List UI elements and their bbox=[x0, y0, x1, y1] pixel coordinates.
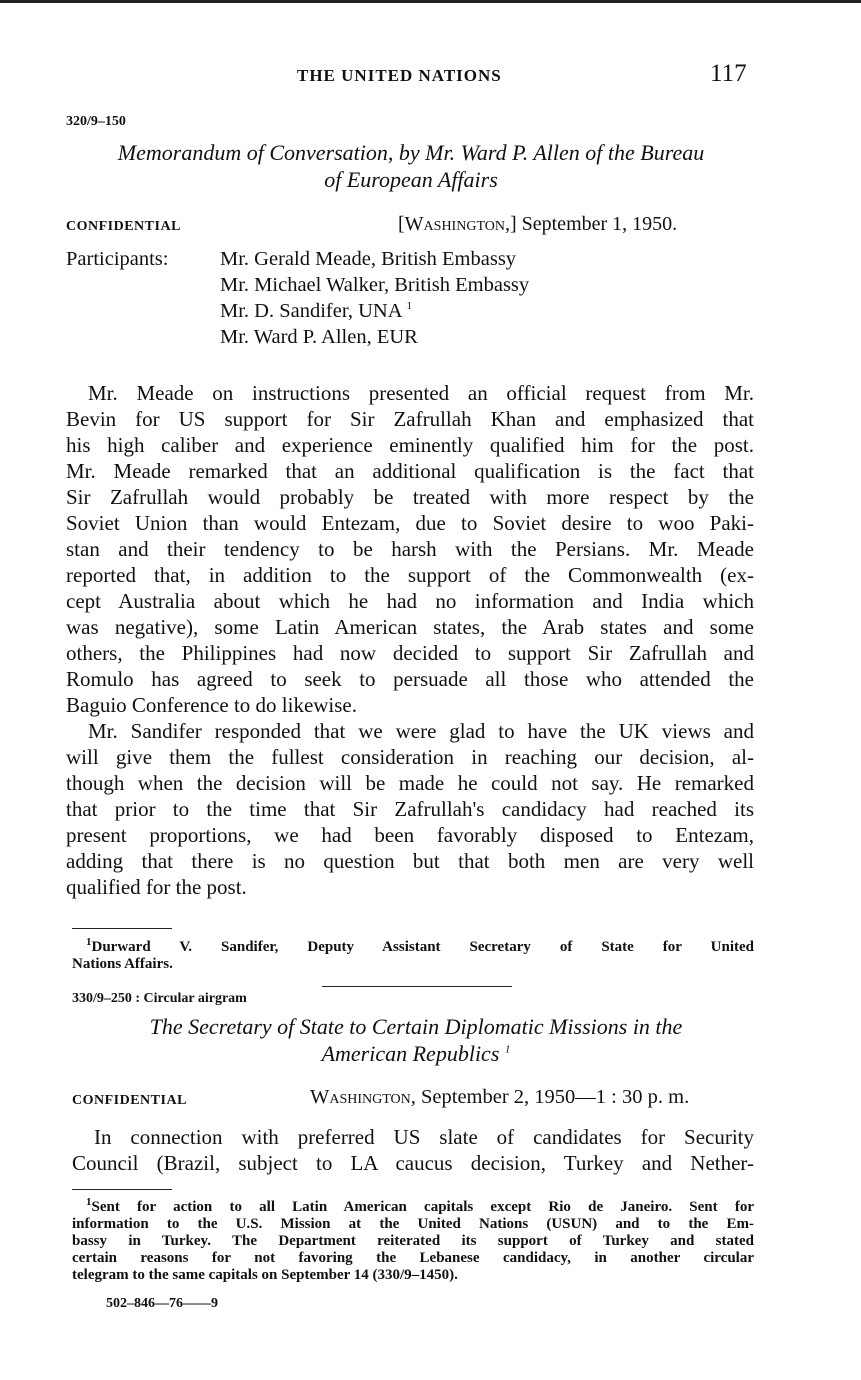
footnote-ref: 1 bbox=[406, 300, 413, 313]
doc2-file-number: 330/9–250 : Circular airgram bbox=[72, 991, 247, 1006]
paragraph-line: stan and their tendency to be harsh with the Persians. Mr. Meade bbox=[66, 537, 754, 561]
paragraph-line: reported that, in addition to the support of the Commonwealth (ex- bbox=[66, 563, 754, 587]
paragraph-line: Baguio Conference to do likewise. bbox=[66, 693, 358, 717]
footnote-rule bbox=[72, 928, 172, 929]
participant: Mr. Gerald Meade, British Embassy bbox=[220, 248, 517, 270]
paragraph-line: present proportions, we had been favorably disposed to Entezam, bbox=[66, 823, 754, 847]
doc1-title-line1: Memorandum of Conversation, by Mr. Ward P. Allen of the Bureau bbox=[117, 140, 705, 165]
paragraph-line: Council (Brazil, subject to LA caucus decision, Turkey and Nether- bbox=[72, 1151, 754, 1175]
paragraph-line: Romulo has agreed to seek to persuade all those who attended the bbox=[66, 667, 754, 691]
paragraph-line: Sir Zafrullah would probably be treated with more respect by the bbox=[66, 485, 754, 509]
paragraph-line: was negative), some Latin American states, the Arab states and some bbox=[66, 615, 754, 639]
footnote-line: information to the U.S. Mission at the United Nations (USUN) and to the Em- bbox=[72, 1216, 754, 1232]
paragraph-line: adding that there is no question but that both men are very well bbox=[66, 849, 754, 873]
doc2-title-line2: American Republics $^1$ bbox=[321, 1041, 511, 1066]
doc1-file-number: 320/9–150 bbox=[66, 114, 126, 129]
paragraph-line: Mr. Meade remarked that an additional qualification is the fact that bbox=[66, 459, 754, 483]
paragraph-line: Bevin for US support for Sir Zafrullah Khan and emphasized that bbox=[66, 407, 754, 431]
printer-code: 502–846—76——9 bbox=[106, 1296, 218, 1311]
doc1-place: Washington bbox=[404, 213, 505, 235]
footnote-line: bassy in Turkey. The Department reiterated its support of Turkey and stated bbox=[72, 1233, 754, 1249]
section-divider bbox=[322, 986, 512, 987]
footnote-line: $^1$Durward V. Sandifer, Deputy Assistant Secretary of State for United bbox=[86, 936, 754, 955]
paragraph-line: qualified for the post. bbox=[66, 875, 247, 899]
footnote-line: telegram to the same capitals on September 14 (330/9–1450). bbox=[72, 1267, 458, 1283]
doc2-title-line1: The Secretary of State to Certain Diplomatic Missions in the bbox=[149, 1014, 683, 1039]
running-title: THE UNITED NATIONS bbox=[297, 66, 502, 85]
footnote-line: Nations Affairs. bbox=[72, 956, 173, 972]
footnote-line: certain reasons for not favoring the Lebanese candidacy, in another circular bbox=[72, 1250, 754, 1266]
paragraph-line: others, the Philippines had now decided to support Sir Zafrullah and bbox=[66, 641, 754, 665]
footnote-ref: 1 bbox=[504, 1043, 511, 1056]
page-number: 117 bbox=[710, 60, 747, 87]
paragraph-line: Mr. Meade on instructions presented an official request from Mr. bbox=[88, 381, 754, 405]
doc1-dateline: [Washington,] September 1, 1950. bbox=[398, 213, 678, 235]
participants-label: Participants: bbox=[66, 248, 169, 270]
paragraph-line: Soviet Union than would Entezam, due to Soviet desire to woo Paki- bbox=[66, 511, 754, 535]
participant: Mr. Ward P. Allen, EUR bbox=[220, 326, 418, 348]
doc2-dateline: Washington, September 2, 1950—1 : 30 p. m. bbox=[310, 1086, 690, 1108]
doc1-classification: CONFIDENTIAL bbox=[66, 219, 181, 234]
paragraph-line: though when the decision will be made he could not say. He remarked bbox=[66, 771, 754, 795]
doc2-place: Washington bbox=[310, 1086, 411, 1108]
footnote-rule bbox=[72, 1189, 172, 1190]
participant: Mr. Michael Walker, British Embassy bbox=[220, 274, 530, 296]
footnote-line: $^1$Sent for action to all Latin American capitals except Rio de Janeiro. Sent for bbox=[86, 1196, 754, 1215]
paragraph-line: Mr. Sandifer responded that we were glad to have the UK views and bbox=[88, 719, 754, 743]
paragraph-line: that prior to the time that Sir Zafrullah's candidacy had reached its bbox=[66, 797, 754, 821]
top-border bbox=[0, 0, 861, 3]
doc1-title-line2: of European Affairs bbox=[324, 167, 498, 192]
paragraph-line: In connection with preferred US slate of candidates for Security bbox=[94, 1125, 754, 1149]
doc2-classification: CONFIDENTIAL bbox=[72, 1093, 187, 1108]
paragraph-line: his high caliber and experience eminently qualified him for the post. bbox=[66, 433, 754, 457]
paragraph-line: cept Australia about which he had no information and India which bbox=[66, 589, 754, 613]
paragraph-line: will give them the fullest consideration in reaching our decision, al- bbox=[66, 745, 754, 769]
participant: Mr. D. Sandifer, UNA $^1$ bbox=[220, 300, 413, 322]
